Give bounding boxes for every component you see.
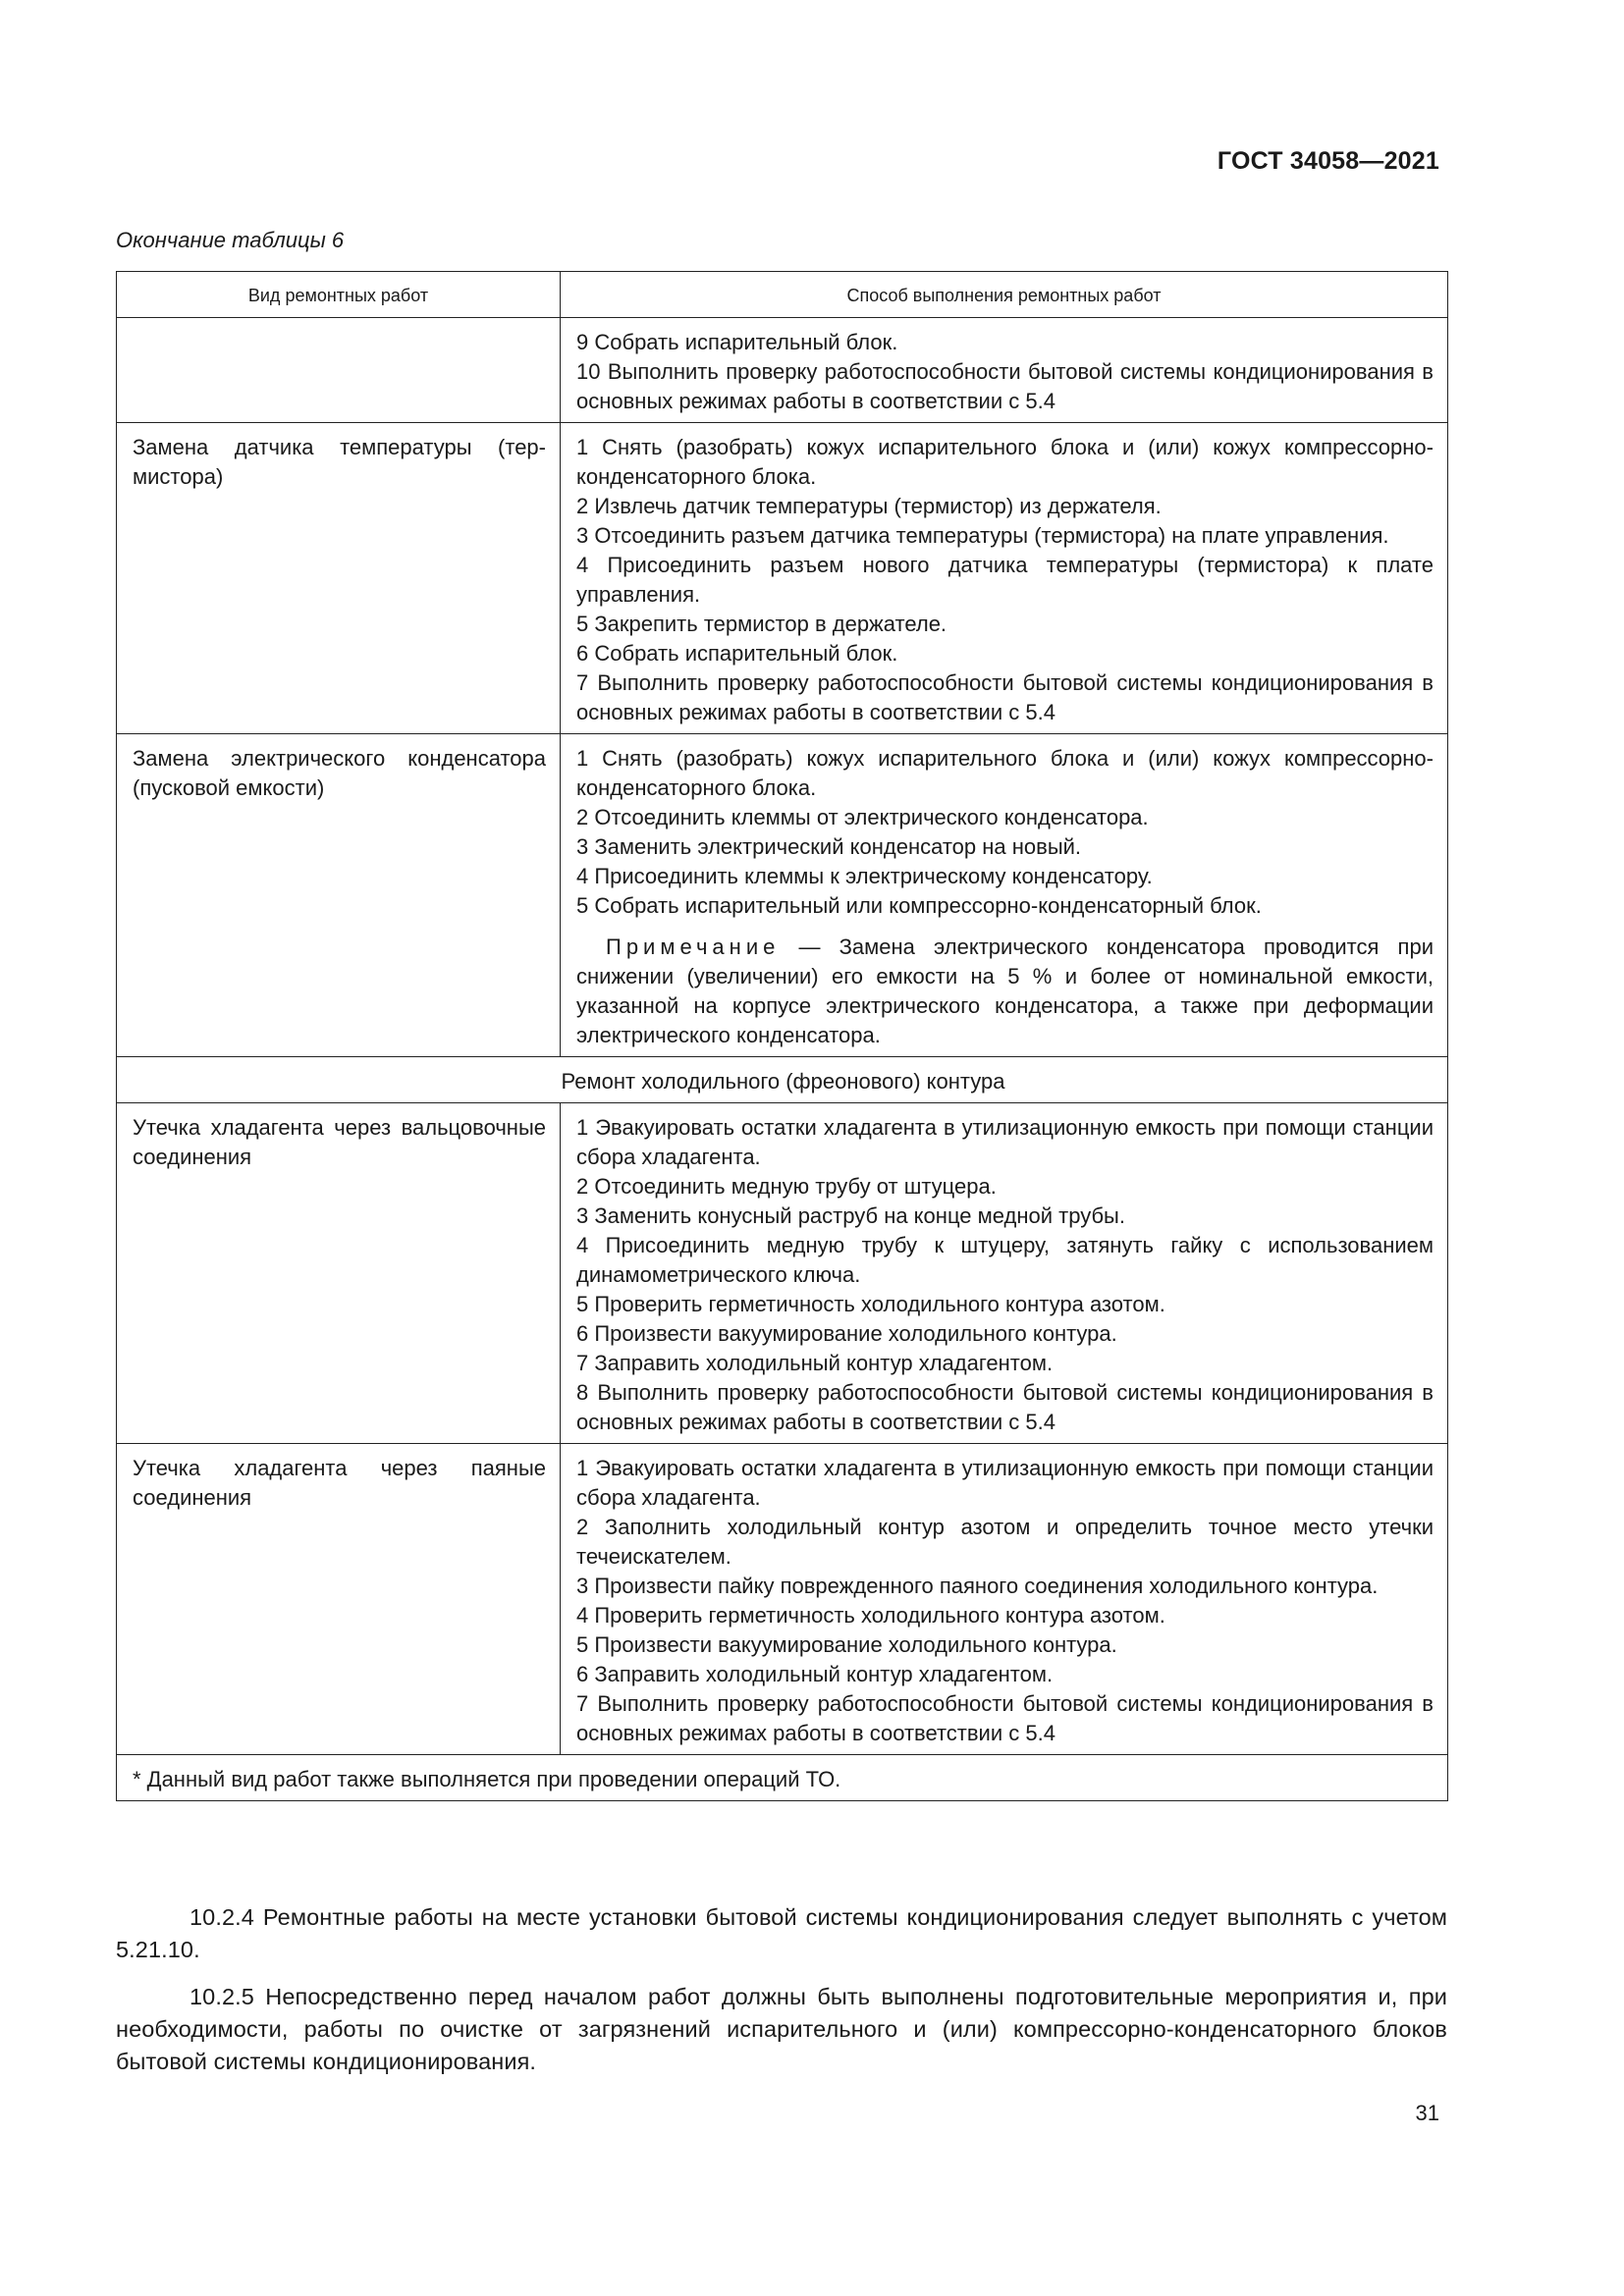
page-number: 31 [1415,2101,1439,2125]
table-row [117,734,1448,1057]
step: 3 Отсоединить разъем датчика температуры (термистора) на плате управления. [576,523,1389,548]
step: 9 Собрать испарительный блок. [576,330,898,354]
step: 2 Отсоединить клеммы от электрического конденсатора. [576,805,1149,829]
step: 7 Заправить холодильный контур хладагентом. [576,1351,1054,1375]
step: 2 Заполнить холодильный контур азотом и определить точное место утечки течеискателем. [576,1515,1434,1569]
table-row [117,318,1448,423]
work-type-cell: Замена электрического конденсатора (пусковой емкости) [117,734,561,1057]
step: 5 Собрать испарительный или компрессорно-конденсаторный блок. [576,893,1262,918]
table-row [117,1444,1448,1755]
step: 5 Произвести вакуумирование холодильного контура. [576,1632,1117,1657]
step: 6 Собрать испарительный блок. [576,641,898,666]
column-header-method: Способ выполнения ремонтных работ [561,272,1448,318]
section-title: Ремонт холодильного (фреонового) контура [117,1057,1448,1103]
table-row [117,1103,1448,1444]
step: 1 Эвакуировать остатки хладагента в утилизационную емкость при помощи станции сбора хладагента. [576,1456,1434,1510]
step: 2 Отсоединить медную трубу от штуцера. [576,1174,997,1199]
step: 4 Присоединить разъем нового датчика температуры (термистора) к плате управления. [576,553,1434,607]
method-cell [561,734,1448,1057]
note-label: Примечание [606,934,781,959]
step: 4 Присоединить медную трубу к штуцеру, затянуть гайку с использованием динамометрического ключа. [576,1233,1434,1287]
note-text: — Замена электрического конденсатора проводится при снижении (увеличении) его емкости на 5 % и более от номинальной емкости, указанной на корпусе электрического конденсатора, а также при деформации электрического конденсатора. [576,934,1434,1047]
step: 3 Заменить конусный раструб на конце медной трубы. [576,1203,1125,1228]
step: 8 Выполнить проверку работоспособности бытовой системы кондиционирования в основных режимах работы в соответствии с 5.4 [576,1380,1434,1434]
step: 6 Произвести вакуумирование холодильного контура. [576,1321,1117,1346]
work-type-cell: Замена датчика температуры (термистора) [117,423,561,734]
section-row [117,1057,1448,1103]
table-note [576,933,1434,1050]
paragraph-10-2-4: 10.2.4 Ремонтные работы на месте установки бытовой системы кондиционирования следует выполнять с учетом 5.21.10. [116,1904,1447,1962]
step: 1 Снять (разобрать) кожух испарительного блока и (или) кожух компрессорно-конденсаторного блока. [576,435,1434,489]
step: 3 Заменить электрический конденсатор на новый. [576,834,1082,859]
step: 2 Извлечь датчик температуры (термистор) из держателя. [576,494,1162,518]
table-row [117,423,1448,734]
column-header-work-type: Вид ремонтных работ [117,272,561,318]
standard-header: ГОСТ 34058—2021 [1217,147,1439,175]
footnote-row [117,1755,1448,1801]
step: 4 Проверить герметичность холодильного контура азотом. [576,1603,1165,1628]
table-footnote: * Данный вид работ также выполняется при проведении операций ТО. [117,1755,1448,1801]
work-type-cell: Утечка хладагента через паяные соединения [117,1444,561,1755]
table-header-row [117,272,1448,318]
method-cell [561,423,1448,734]
table-caption: Окончание таблицы 6 [116,228,345,252]
step: 4 Присоединить клеммы к электрическому конденсатору. [576,864,1153,888]
work-type-cell [117,318,561,423]
step: 5 Закрепить термистор в держателе. [576,612,947,636]
step: 1 Эвакуировать остатки хладагента в утилизационную емкость при помощи станции сбора хладагента. [576,1115,1434,1169]
step: 5 Проверить герметичность холодильного контура азотом. [576,1292,1165,1316]
work-type-cell: Утечка хладагента через вальцовочные соединения [117,1103,561,1444]
step: 7 Выполнить проверку работоспособности бытовой системы кондиционирования в основных режимах работы в соответствии с 5.4 [576,670,1434,724]
step: 3 Произвести пайку поврежденного паяного соединения холодильного контура. [576,1574,1379,1598]
method-cell [561,1103,1448,1444]
repair-table [116,271,1448,1801]
method-cell [561,318,1448,423]
step: 6 Заправить холодильный контур хладагентом. [576,1662,1054,1686]
method-cell [561,1444,1448,1755]
step: 10 Выполнить проверку работоспособности бытовой системы кондиционирования в основных режимах работы в соответствии с 5.4 [576,359,1434,413]
step: 1 Снять (разобрать) кожух испарительного блока и (или) кожух компрессорно-конденсаторного блока. [576,746,1434,800]
step: 7 Выполнить проверку работоспособности бытовой системы кондиционирования в основных режимах работы в соответствии с 5.4 [576,1691,1434,1745]
paragraph-10-2-5: 10.2.5 Непосредственно перед началом работ должны быть выполнены подготовительные мероприятия и, при необходимости, работы по очистке от загрязнений испарительного и (или) компрессорно-конденсаторного блоков бытовой системы кондиционирования. [116,1984,1447,2074]
